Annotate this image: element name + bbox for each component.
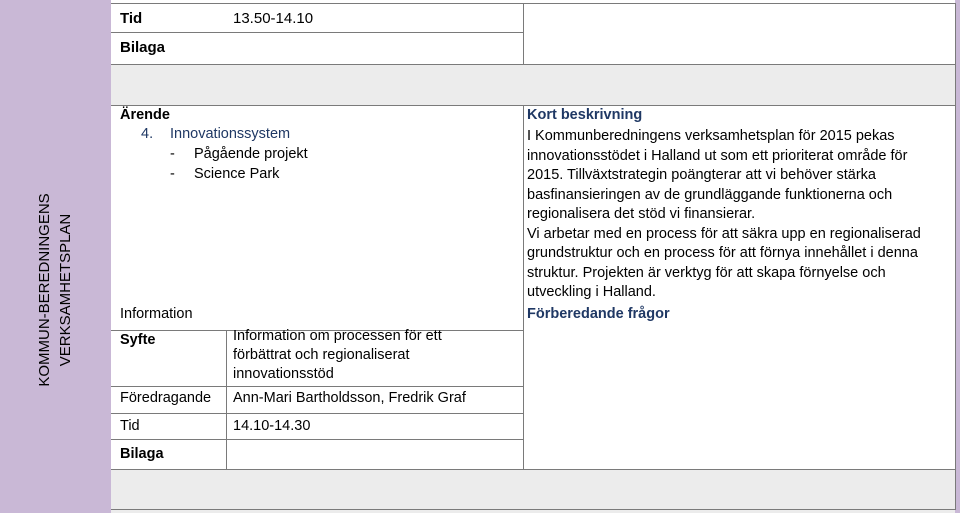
sidebar-title-line1: KOMMUN-BEREDNINGENS [36,193,53,387]
item-tid-label: Tid [120,418,140,434]
description-line: grundstruktur och en process för att förnya innehållet i denna [527,245,918,261]
top-tid-value: 13.50-14.10 [233,10,314,27]
top-bilaga-label: Bilaga [120,39,166,56]
grid-line [111,469,956,470]
description-line: utveckling i Halland. [527,284,656,300]
grid-line [955,3,956,510]
kort-beskrivning-heading: Kort beskrivning [527,107,643,123]
sidebar-title-line2: VERKSAMHETSPLAN [57,213,74,367]
grid-line [111,439,523,440]
syfte-value-line: förbättrat och regionaliserat [233,347,410,363]
forberedande-fragor-heading: Förberedande frågor [527,306,670,322]
description-line: regionalisera det stöd vi finansierar. [527,206,756,222]
description-body [527,127,947,303]
description-line: I Kommunberedningens verksamhetsplan för 2015 pekas [527,128,895,144]
grid-line [111,32,523,33]
left-sidebar [0,0,111,513]
item-bilaga-label: Bilaga [120,446,164,462]
sub-item-text: Science Park [194,166,280,182]
grid-line [111,413,523,414]
grid-line [523,3,524,65]
sub-item-text: Pågående projekt [194,146,308,162]
foredragande-value: Ann-Mari Bartholdsson, Fredrik Graf [233,390,466,406]
arende-label: Ärende [120,107,170,123]
grid-line [111,64,956,65]
item-tid-value: 14.10-14.30 [233,418,311,434]
description-line: struktur. Projekten är verktyg för att skapa förnyelse och [527,264,886,281]
grid-line [226,330,227,469]
grid-line [111,3,956,4]
information-label: Information [120,306,193,322]
syfte-value-line: innovationsstöd [233,366,334,382]
foredragande-label: Föredragande [120,390,212,406]
separator-band-top [111,64,955,106]
description-line: innovationsstödet i Halland ut som ett prioriterat område för [527,147,908,164]
sub-item-dash: - [170,166,175,182]
description-line: 2015. Tillväxtstrategin poängterar att vi behöver stärka [527,167,876,183]
top-tid-label: Tid [120,10,143,27]
grid-line [111,386,523,387]
syfte-label: Syfte [120,332,156,348]
sidebar-title [34,193,76,386]
sub-item-dash: - [170,146,175,162]
separator-band-bottom [111,469,955,513]
grid-line [523,105,524,470]
description-line: Vi arbetar med en process för att säkra upp en regionaliserad [527,225,921,242]
description-line: basfinansieringen av de grundläggande funktionerna och [527,186,893,203]
syfte-value-line: Information om processen för ett [233,328,442,344]
grid-line [111,509,956,510]
item-number: 4. [141,126,154,142]
item-title: Innovationssystem [170,126,291,142]
